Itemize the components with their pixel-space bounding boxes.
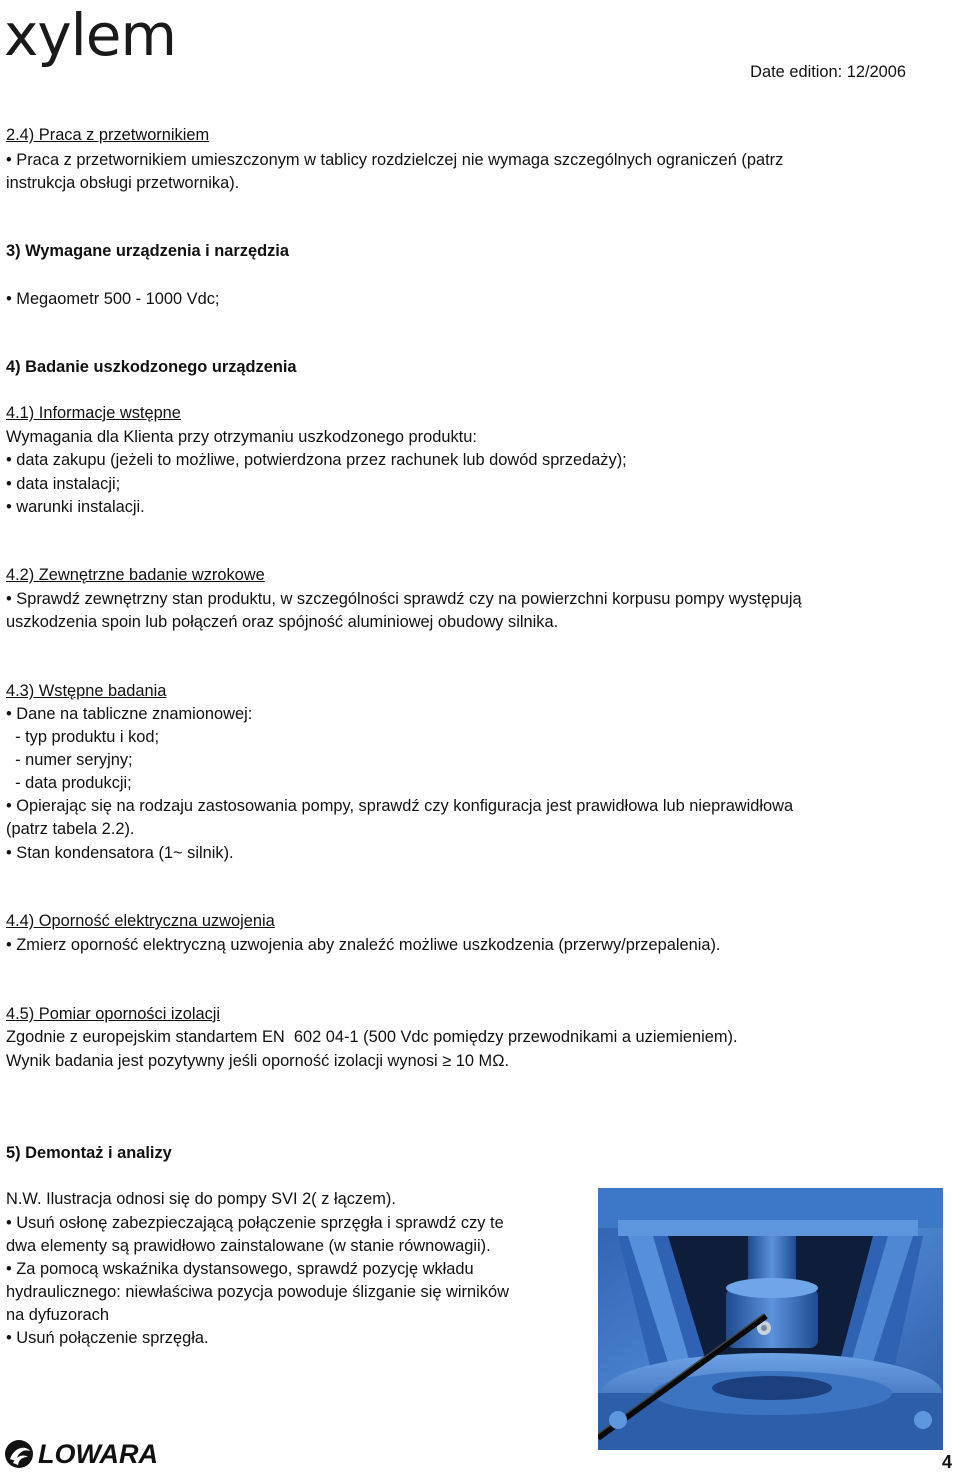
list-item: • Usuń osłonę zabezpieczającą połączenie sprzęgła i sprawdź czy te bbox=[6, 1214, 504, 1232]
paragraph-line: (patrz tabela 2.2). bbox=[6, 820, 135, 838]
paragraph-line: dwa elementy są prawidłowo zainstalowane (w stanie równowagii). bbox=[6, 1237, 491, 1255]
lowara-wordmark: LOWARA bbox=[38, 1438, 158, 1469]
list-item: • Za pomocą wskaźnika dystansowego, sprawdź pozycję wkładu bbox=[6, 1260, 474, 1278]
list-item: • Usuń połączenie sprzęgła. bbox=[6, 1329, 209, 1347]
pump-coupling-illustration bbox=[598, 1188, 943, 1450]
section-heading-2-4: 2.4) Praca z przetwornikiem bbox=[6, 126, 210, 144]
list-item: • Megaometr 500 - 1000 Vdc; bbox=[6, 290, 220, 308]
list-item: • Opierając się na rodzaju zastosowania pompy, sprawdź czy konfiguracja jest prawidłowa lub nieprawidłowa bbox=[6, 797, 794, 815]
paragraph-line: hydraulicznego: niewłaściwa pozycja powoduje ślizganie się wirników bbox=[6, 1283, 509, 1301]
sub-list-item: - data produkcji; bbox=[6, 774, 132, 792]
paragraph-line: N.W. Ilustracja odnosi się do pompy SVI 2( z łączem). bbox=[6, 1190, 396, 1208]
pump-coupling-photo bbox=[598, 1188, 943, 1450]
lowara-logo bbox=[4, 1438, 158, 1470]
xylem-logo: xylem bbox=[4, 1, 176, 69]
section-heading-4-2: 4.2) Zewnętrzne badanie wzrokowe bbox=[6, 566, 265, 584]
list-item: • data instalacji; bbox=[6, 475, 121, 493]
paragraph-line: na dyfuzorach bbox=[6, 1306, 109, 1324]
section-heading-4-3: 4.3) Wstępne badania bbox=[6, 682, 167, 700]
section-heading-4-4: 4.4) Oporność elektryczna uzwojenia bbox=[6, 912, 275, 930]
section-heading-4-1: 4.1) Informacje wstępne bbox=[6, 404, 181, 422]
date-edition: Date edition: 12/2006 bbox=[750, 63, 906, 81]
list-item: • Dane na tabliczne znamionowej: bbox=[6, 705, 253, 723]
section-heading-3: 3) Wymagane urządzenia i narzędzia bbox=[6, 242, 289, 260]
list-item: • Stan kondensatora (1~ silnik). bbox=[6, 844, 234, 862]
paragraph-line: Wynik badania jest pozytywny jeśli oporność izolacji wynosi ≥ 10 MΩ. bbox=[6, 1052, 510, 1070]
section-heading-4: 4) Badanie uszkodzonego urządzenia bbox=[6, 358, 297, 376]
lowara-swirl-icon bbox=[4, 1439, 34, 1469]
list-item: • warunki instalacji. bbox=[6, 498, 145, 516]
paragraph-line: Wymagania dla Klienta przy otrzymaniu uszkodzonego produktu: bbox=[6, 428, 477, 446]
list-item: • data zakupu (jeżeli to możliwe, potwierdzona przez rachunek lub dowód sprzedaży); bbox=[6, 451, 627, 469]
list-item: • Zmierz oporność elektryczną uzwojenia aby znaleźć możliwe uszkodzenia (przerwy/przepalenia). bbox=[6, 936, 721, 954]
paragraph-line: uszkodzenia spoin lub połączeń oraz spójność aluminiowej obudowy silnika. bbox=[6, 613, 559, 631]
paragraph-line: Zgodnie z europejskim standartem EN 602 04-1 (500 Vdc pomiędzy przewodnikami a uziemieniem). bbox=[6, 1028, 738, 1046]
page-number: 4 bbox=[941, 1452, 952, 1472]
list-item: • Sprawdź zewnętrzny stan produktu, w szczególności sprawdź czy na powierzchni korpusu pompy występują bbox=[6, 590, 802, 608]
sub-list-item: - numer seryjny; bbox=[6, 751, 133, 769]
paragraph-line: • Praca z przetwornikiem umieszczonym w tablicy rozdzielczej nie wymaga szczególnych ograniczeń (patrz bbox=[6, 151, 784, 169]
sub-list-item: - typ produktu i kod; bbox=[6, 728, 160, 746]
section-heading-5: 5) Demontaż i analizy bbox=[6, 1144, 172, 1162]
paragraph-line: instrukcja obsługi przetwornika). bbox=[6, 174, 240, 192]
section-heading-4-5: 4.5) Pomiar oporności izolacji bbox=[6, 1005, 221, 1023]
